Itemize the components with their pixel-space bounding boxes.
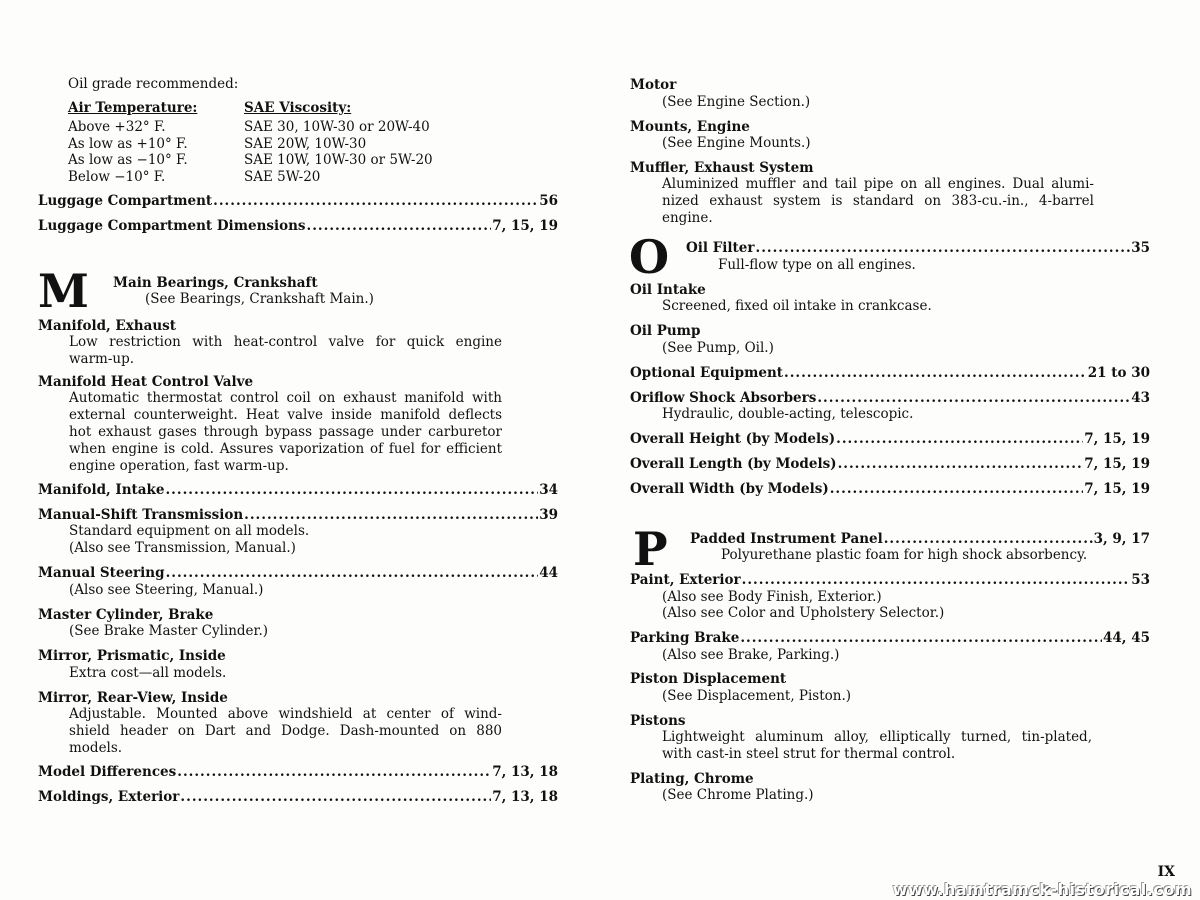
desc-line: external counterweight. Heat valve inside manifold deflects — [69, 407, 502, 423]
leader-dots — [817, 390, 1130, 407]
desc-line: when engine is cold. Assures vaporization of fuel for efficient — [69, 441, 502, 457]
desc-line: Adjustable. Mounted above windshield at center of wind- — [69, 706, 502, 722]
index-entry-paint-exterior — [630, 572, 1150, 589]
index-entry-oriflow — [630, 390, 1150, 407]
entry-title: Oriflow Shock Absorbers — [630, 390, 817, 406]
entry-title-mirror-prismatic: Mirror, Prismatic, Inside — [38, 648, 226, 664]
leader-dots — [836, 431, 1083, 448]
entry-title: Moldings, Exterior — [38, 789, 180, 805]
entry-title-oil-pump: Oil Pump — [630, 323, 701, 339]
oil-table-temp: As low as −10° F. — [68, 152, 188, 168]
watermark: www.hamtramck-historical.com — [892, 880, 1192, 899]
oil-table-header-temp: Air Temperature: — [68, 100, 198, 116]
desc-line: shield header on Dart and Dodge. Dash-mounted on 880 — [69, 723, 502, 739]
oil-grade-intro: Oil grade recommended: — [68, 76, 239, 92]
leader-dots — [244, 507, 538, 524]
entry-title-piston-displacement: Piston Displacement — [630, 671, 787, 687]
entry-pages: 53 — [1131, 572, 1150, 588]
entry-pages: 44 — [539, 565, 558, 581]
leader-dots — [307, 218, 492, 235]
entry-title: Optional Equipment — [630, 365, 783, 381]
entry-desc-mirror-prismatic: Extra cost—all models. — [69, 665, 227, 681]
page-number: IX — [1157, 864, 1175, 880]
entry-pages: 56 — [539, 193, 558, 209]
entry-title: Parking Brake — [630, 630, 740, 646]
entry-desc-piston-displacement: (See Displacement, Piston.) — [662, 688, 852, 704]
index-entry-luggage-dimensions — [38, 218, 558, 235]
desc-line: nized exhaust system is standard on 383-cu.-in., 4-barrel engine. — [662, 193, 1094, 226]
entry-pages: 7, 13, 18 — [492, 789, 558, 805]
entry-title: Overall Height (by Models) — [630, 431, 836, 447]
oil-table-sae: SAE 30, 10W-30 or 20W-40 — [244, 119, 430, 135]
entry-desc-paint-exterior: (Also see Color and Upholstery Selector.) — [662, 605, 945, 621]
entry-title: Manifold, Intake — [38, 482, 165, 498]
entry-title: Manual Steering — [38, 565, 165, 581]
entry-title-manifold-exhaust: Manifold, Exhaust — [38, 318, 176, 334]
oil-table-sae: SAE 20W, 10W-30 — [244, 136, 367, 152]
entry-pages: 21 to 30 — [1087, 365, 1150, 381]
entry-desc-oil-filter: Full-flow type on all engines. — [718, 257, 916, 273]
entry-title: Paint, Exterior — [630, 572, 741, 588]
entry-desc-oriflow: Hydraulic, double-acting, telescopic. — [662, 406, 914, 422]
entry-title-mirror-rear: Mirror, Rear-View, Inside — [38, 690, 228, 706]
entry-desc-manual-steering: (Also see Steering, Manual.) — [69, 582, 264, 598]
desc-line: models. — [69, 740, 123, 756]
leader-dots — [830, 481, 1084, 498]
entry-title: Luggage Compartment Dimensions — [38, 218, 306, 234]
entry-title: Manual-Shift Transmission — [38, 507, 244, 523]
entry-title-motor: Motor — [630, 77, 677, 93]
entry-desc-manual-shift: (Also see Transmission, Manual.) — [69, 540, 296, 556]
entry-desc-manifold-heat — [69, 390, 502, 475]
entry-desc-paint-exterior: (Also see Body Finish, Exterior.) — [662, 589, 882, 605]
entry-title: Oil Filter — [686, 240, 755, 256]
entry-desc-mirror-rear — [69, 706, 502, 757]
entry-desc-padded-panel: Polyurethane plastic foam for high shock absorbency. — [721, 547, 1088, 563]
oil-table-temp: Above +32° F. — [68, 119, 166, 135]
index-entry-overall-length — [630, 456, 1150, 473]
oil-table-header-sae: SAE Viscosity: — [244, 100, 352, 116]
leader-dots — [784, 365, 1087, 382]
entry-desc-main-bearings: (See Bearings, Crankshaft Main.) — [145, 291, 374, 307]
desc-line: Aluminized muffler and tail pipe on all engines. Dual alumi- — [662, 176, 1094, 192]
entry-pages: 35 — [1131, 240, 1150, 256]
leader-dots — [884, 531, 1093, 548]
leader-dots — [213, 193, 538, 210]
index-entry-luggage-compartment — [38, 193, 558, 210]
index-entry-model-differences — [38, 764, 558, 781]
leader-dots — [165, 482, 538, 499]
leader-dots — [756, 240, 1131, 257]
leader-dots — [742, 572, 1131, 589]
desc-line: warm-up. — [69, 351, 135, 367]
section-letter-m: M — [38, 264, 89, 318]
entry-title-oil-intake: Oil Intake — [630, 282, 706, 298]
index-entry-manual-steering — [38, 565, 558, 582]
entry-desc-motor: (See Engine Section.) — [662, 94, 811, 110]
index-entry-overall-height — [630, 431, 1150, 448]
desc-line: engine operation, fast warm-up. — [69, 458, 289, 474]
entry-pages: 7, 15, 19 — [1084, 481, 1150, 497]
leader-dots — [740, 630, 1102, 647]
entry-pages: 7, 13, 18 — [492, 764, 558, 780]
entry-desc-parking-brake: (Also see Brake, Parking.) — [662, 647, 840, 663]
index-entry-manual-shift — [38, 507, 558, 524]
entry-pages: 43 — [1131, 390, 1150, 406]
oil-table-temp: Below −10° F. — [68, 169, 166, 185]
entry-desc-mounts-engine: (See Engine Mounts.) — [662, 135, 811, 151]
entry-title-pistons: Pistons — [630, 713, 686, 729]
entry-title-mounts-engine: Mounts, Engine — [630, 119, 750, 135]
entry-desc-pistons — [662, 729, 1092, 763]
entry-title-plating-chrome: Plating, Chrome — [630, 771, 754, 787]
leader-dots — [177, 764, 491, 781]
entry-title: Luggage Compartment — [38, 193, 213, 209]
desc-line: with cast-in steel strut for thermal control. — [662, 746, 956, 762]
index-entry-oil-filter — [686, 240, 1150, 257]
entry-pages: 39 — [539, 507, 558, 523]
entry-title: Overall Width (by Models) — [630, 481, 829, 497]
desc-line: Automatic thermostat control coil on exhaust manifold with — [69, 390, 502, 406]
section-letter-p: P — [633, 522, 668, 576]
entry-pages: 7, 15, 19 — [1084, 456, 1150, 472]
index-entry-parking-brake — [630, 630, 1150, 647]
leader-dots — [166, 565, 539, 582]
entry-pages: 3, 9, 17 — [1093, 531, 1150, 547]
entry-pages: 44, 45 — [1103, 630, 1150, 646]
index-entry-overall-width — [630, 481, 1150, 498]
index-entry-moldings-exterior — [38, 789, 558, 806]
desc-line: Lightweight aluminum alloy, elliptically turned, tin-plated, — [662, 729, 1092, 745]
entry-title-muffler: Muffler, Exhaust System — [630, 160, 814, 176]
entry-title: Model Differences — [38, 764, 177, 780]
index-entry-padded-panel — [690, 531, 1150, 548]
index-entry-optional-equipment — [630, 365, 1150, 382]
entry-desc-plating-chrome: (See Chrome Plating.) — [662, 787, 814, 803]
entry-desc-master-cylinder: (See Brake Master Cylinder.) — [69, 623, 269, 639]
index-entry-manifold-intake — [38, 482, 558, 499]
desc-line: hot exhaust gases through bypass passage under carburetor — [69, 424, 502, 440]
entry-title-manifold-heat: Manifold Heat Control Valve — [38, 374, 254, 390]
entry-title-master-cylinder: Master Cylinder, Brake — [38, 607, 214, 623]
leader-dots — [838, 456, 1084, 473]
entry-title-main-bearings: Main Bearings, Crankshaft — [113, 275, 318, 291]
entry-pages: 34 — [539, 482, 558, 498]
section-letter-o: O — [629, 230, 670, 284]
leader-dots — [180, 789, 491, 806]
entry-desc-muffler — [662, 176, 1094, 227]
entry-desc-manual-shift: Standard equipment on all models. — [69, 523, 310, 539]
oil-table-temp: As low as +10° F. — [68, 136, 188, 152]
oil-table-sae: SAE 10W, 10W-30 or 5W-20 — [244, 152, 433, 168]
entry-desc-oil-intake: Screened, fixed oil intake in crankcase. — [662, 298, 932, 314]
entry-desc-oil-pump: (See Pump, Oil.) — [662, 340, 774, 356]
entry-pages: 7, 15, 19 — [1084, 431, 1150, 447]
desc-line: Low restriction with heat-control valve for quick engine — [69, 334, 502, 350]
entry-pages: 7, 15, 19 — [492, 218, 558, 234]
oil-table-sae: SAE 5W-20 — [244, 169, 321, 185]
entry-desc-manifold-exhaust — [69, 334, 502, 368]
entry-title: Padded Instrument Panel — [690, 531, 883, 547]
entry-title: Overall Length (by Models) — [630, 456, 837, 472]
